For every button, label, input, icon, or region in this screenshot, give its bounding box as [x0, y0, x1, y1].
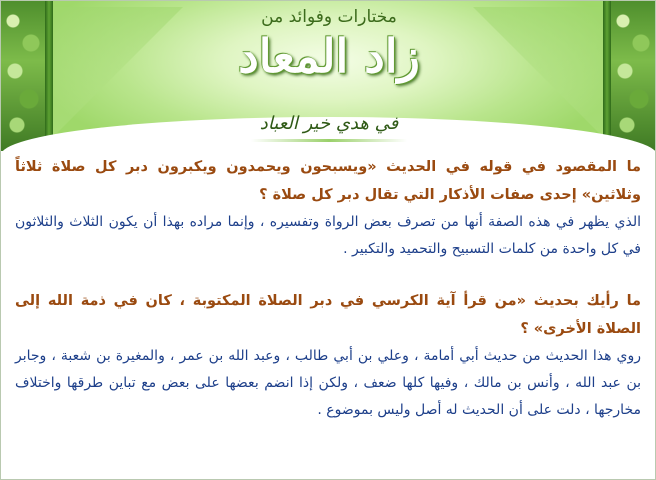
header-tagline: في هدي خير العباد [259, 113, 399, 134]
article-content [15, 153, 641, 424]
right-pillar [603, 1, 611, 141]
left-pillar [45, 1, 53, 141]
qa-section-1 [15, 153, 641, 263]
answer-text: الذي يظهر في هذه الصفة أنها من تصرف بعض الرواة وتفسيره ، وإنما مراده بهذا أن يكون الثلاث والثلاثون في كل واحدة من كلمات التسبيح والتحميد والتكبير . [15, 214, 641, 257]
answer-text: روي هذا الحديث من حديث أبي أمامة ، وعلي بن أبي طالب ، وعبد الله بن عمر ، والمغيرة بن شعبة ، وجابر بن عبد الله ، وأنس بن مالك ، وفيها كلها ضعف ، ولكن إذا انضم بعضها على بعض مع تباين طرقها واختلاف مخارجها ، دلت على أن الحديث له أصل وليس بموضوع . [15, 348, 641, 418]
header-divider [251, 139, 407, 142]
qa-section-2 [15, 287, 641, 424]
section-spacer [15, 263, 641, 287]
left-greenery-image [1, 1, 45, 151]
header-top-line: مختارات وفوائد من [261, 7, 397, 27]
header-title: زاد المعاد [238, 29, 420, 83]
question-text: ما رأيك بحديث «من قرأ آية الكرسي في دبر الصلاة المكتوبة ، كان في ذمة الله إلى الصلاة الأخرى» ؟ [15, 293, 641, 337]
question-text: ما المقصود في قوله في الحديث «ويسبحون ويحمدون ويكبرون دبر كل صلاة ثلاثاً وثلاثين» إحدى صفات الأذكار التي تقال دبر كل صلاة ؟ [15, 159, 641, 203]
right-greenery-image [611, 1, 655, 151]
header-title-logo [189, 29, 469, 109]
